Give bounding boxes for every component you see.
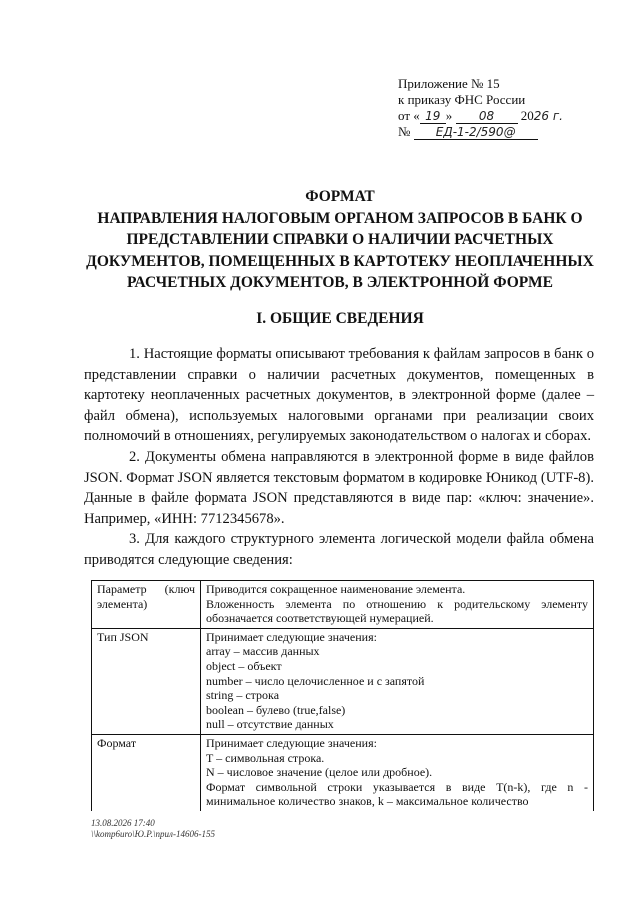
appendix-order-ref: к приказу ФНС России xyxy=(398,92,526,107)
number-value: ЕД-1-2/590@ xyxy=(414,126,538,140)
date-prefix: от « xyxy=(398,108,420,123)
print-footer xyxy=(91,818,215,840)
number-prefix: № xyxy=(398,124,411,139)
date-year-suffix: 26 г. xyxy=(533,109,563,123)
date-year-prefix: 20 xyxy=(520,108,534,123)
appendix-date xyxy=(398,108,563,124)
table-key-cell: Формат xyxy=(92,734,201,810)
date-day: 19 xyxy=(420,110,446,124)
title-line-2: НАПРАВЛЕНИЯ НАЛОГОВЫМ ОРГАНОМ ЗАПРОСОВ В БАНК О xyxy=(97,209,583,227)
table-value-cell: Принимает следующие значения: array – массив данных object – объект number – число целочисленное и с запятой string – строка boolean – булево (true,false) null – отсутствие данных xyxy=(201,628,594,734)
appendix-order-number xyxy=(398,124,563,140)
date-mid: » xyxy=(445,108,453,123)
title-line-5: РАСЧЕТНЫХ ДОКУМЕНТОВ, В ЭЛЕКТРОННОЙ ФОРМЕ xyxy=(127,274,553,291)
appendix-number: Приложение № 15 xyxy=(398,76,500,91)
footer-timestamp: 13.08.2026 17:40 xyxy=(91,818,155,828)
section-title: I. ОБЩИЕ СВЕДЕНИЯ xyxy=(256,310,424,327)
document-title xyxy=(80,186,600,294)
date-month: 08 xyxy=(456,110,518,124)
table-row xyxy=(92,734,594,810)
table-key-cell: Параметр (ключ элемента) xyxy=(92,581,201,629)
paragraph-1: 1. Настоящие форматы описывают требования к файлам запросов в банк о представлении справки о наличии расчетных документов, помещенных в картотеку неоплаченных расчетных документов, в электронной форме (далее – файл обмена), используемых налоговыми органами при реализации своих полномочий в отношениях, регулируемых законодательством о налогах и сборах. xyxy=(84,346,594,445)
title-line-3: ПРЕДСТАВЛЕНИИ СПРАВКИ О НАЛИЧИИ РАСЧЕТНЫХ xyxy=(126,231,554,248)
table-value-cell: Приводится сокращенное наименование элемента. Вложенность элемента по отношению к родительскому элементу обозначается соответствующей нумерацией. xyxy=(201,581,594,629)
spec-table xyxy=(91,580,594,811)
table-key-cell: Тип JSON xyxy=(92,628,201,734)
body-text xyxy=(84,344,594,571)
table-row xyxy=(92,581,594,629)
table-value-cell: Принимает следующие значения: T – символьная строка. N – числовое значение (целое или дробное). Формат символьной строки указывается в виде T(n-k), где n - минимальное количество знаков, k – максимальное количество xyxy=(201,734,594,810)
title-line-4: ДОКУМЕНТОВ, ПОМЕЩЕННЫХ В КАРТОТЕКУ НЕОПЛАЧЕННЫХ xyxy=(86,252,594,270)
table-row xyxy=(92,628,594,734)
paragraph-3: 3. Для каждого структурного элемента логической модели файла обмена приводятся следующие сведения: xyxy=(84,531,594,568)
footer-file-path: \\komp6uro\Ю.Р.\прил-14606-155 xyxy=(91,829,215,839)
paragraph-2: 2. Документы обмена направляются в электронной форме в виде файлов JSON. Формат JSON является текстовым форматом в кодировке Юникод (UTF-8). Данные в файле формата JSON представляются в виде пар: «ключ: значение». Например, «ИНН: 7712345678». xyxy=(84,448,594,527)
appendix-block xyxy=(398,76,563,140)
title-line-1: ФОРМАТ xyxy=(305,188,375,205)
